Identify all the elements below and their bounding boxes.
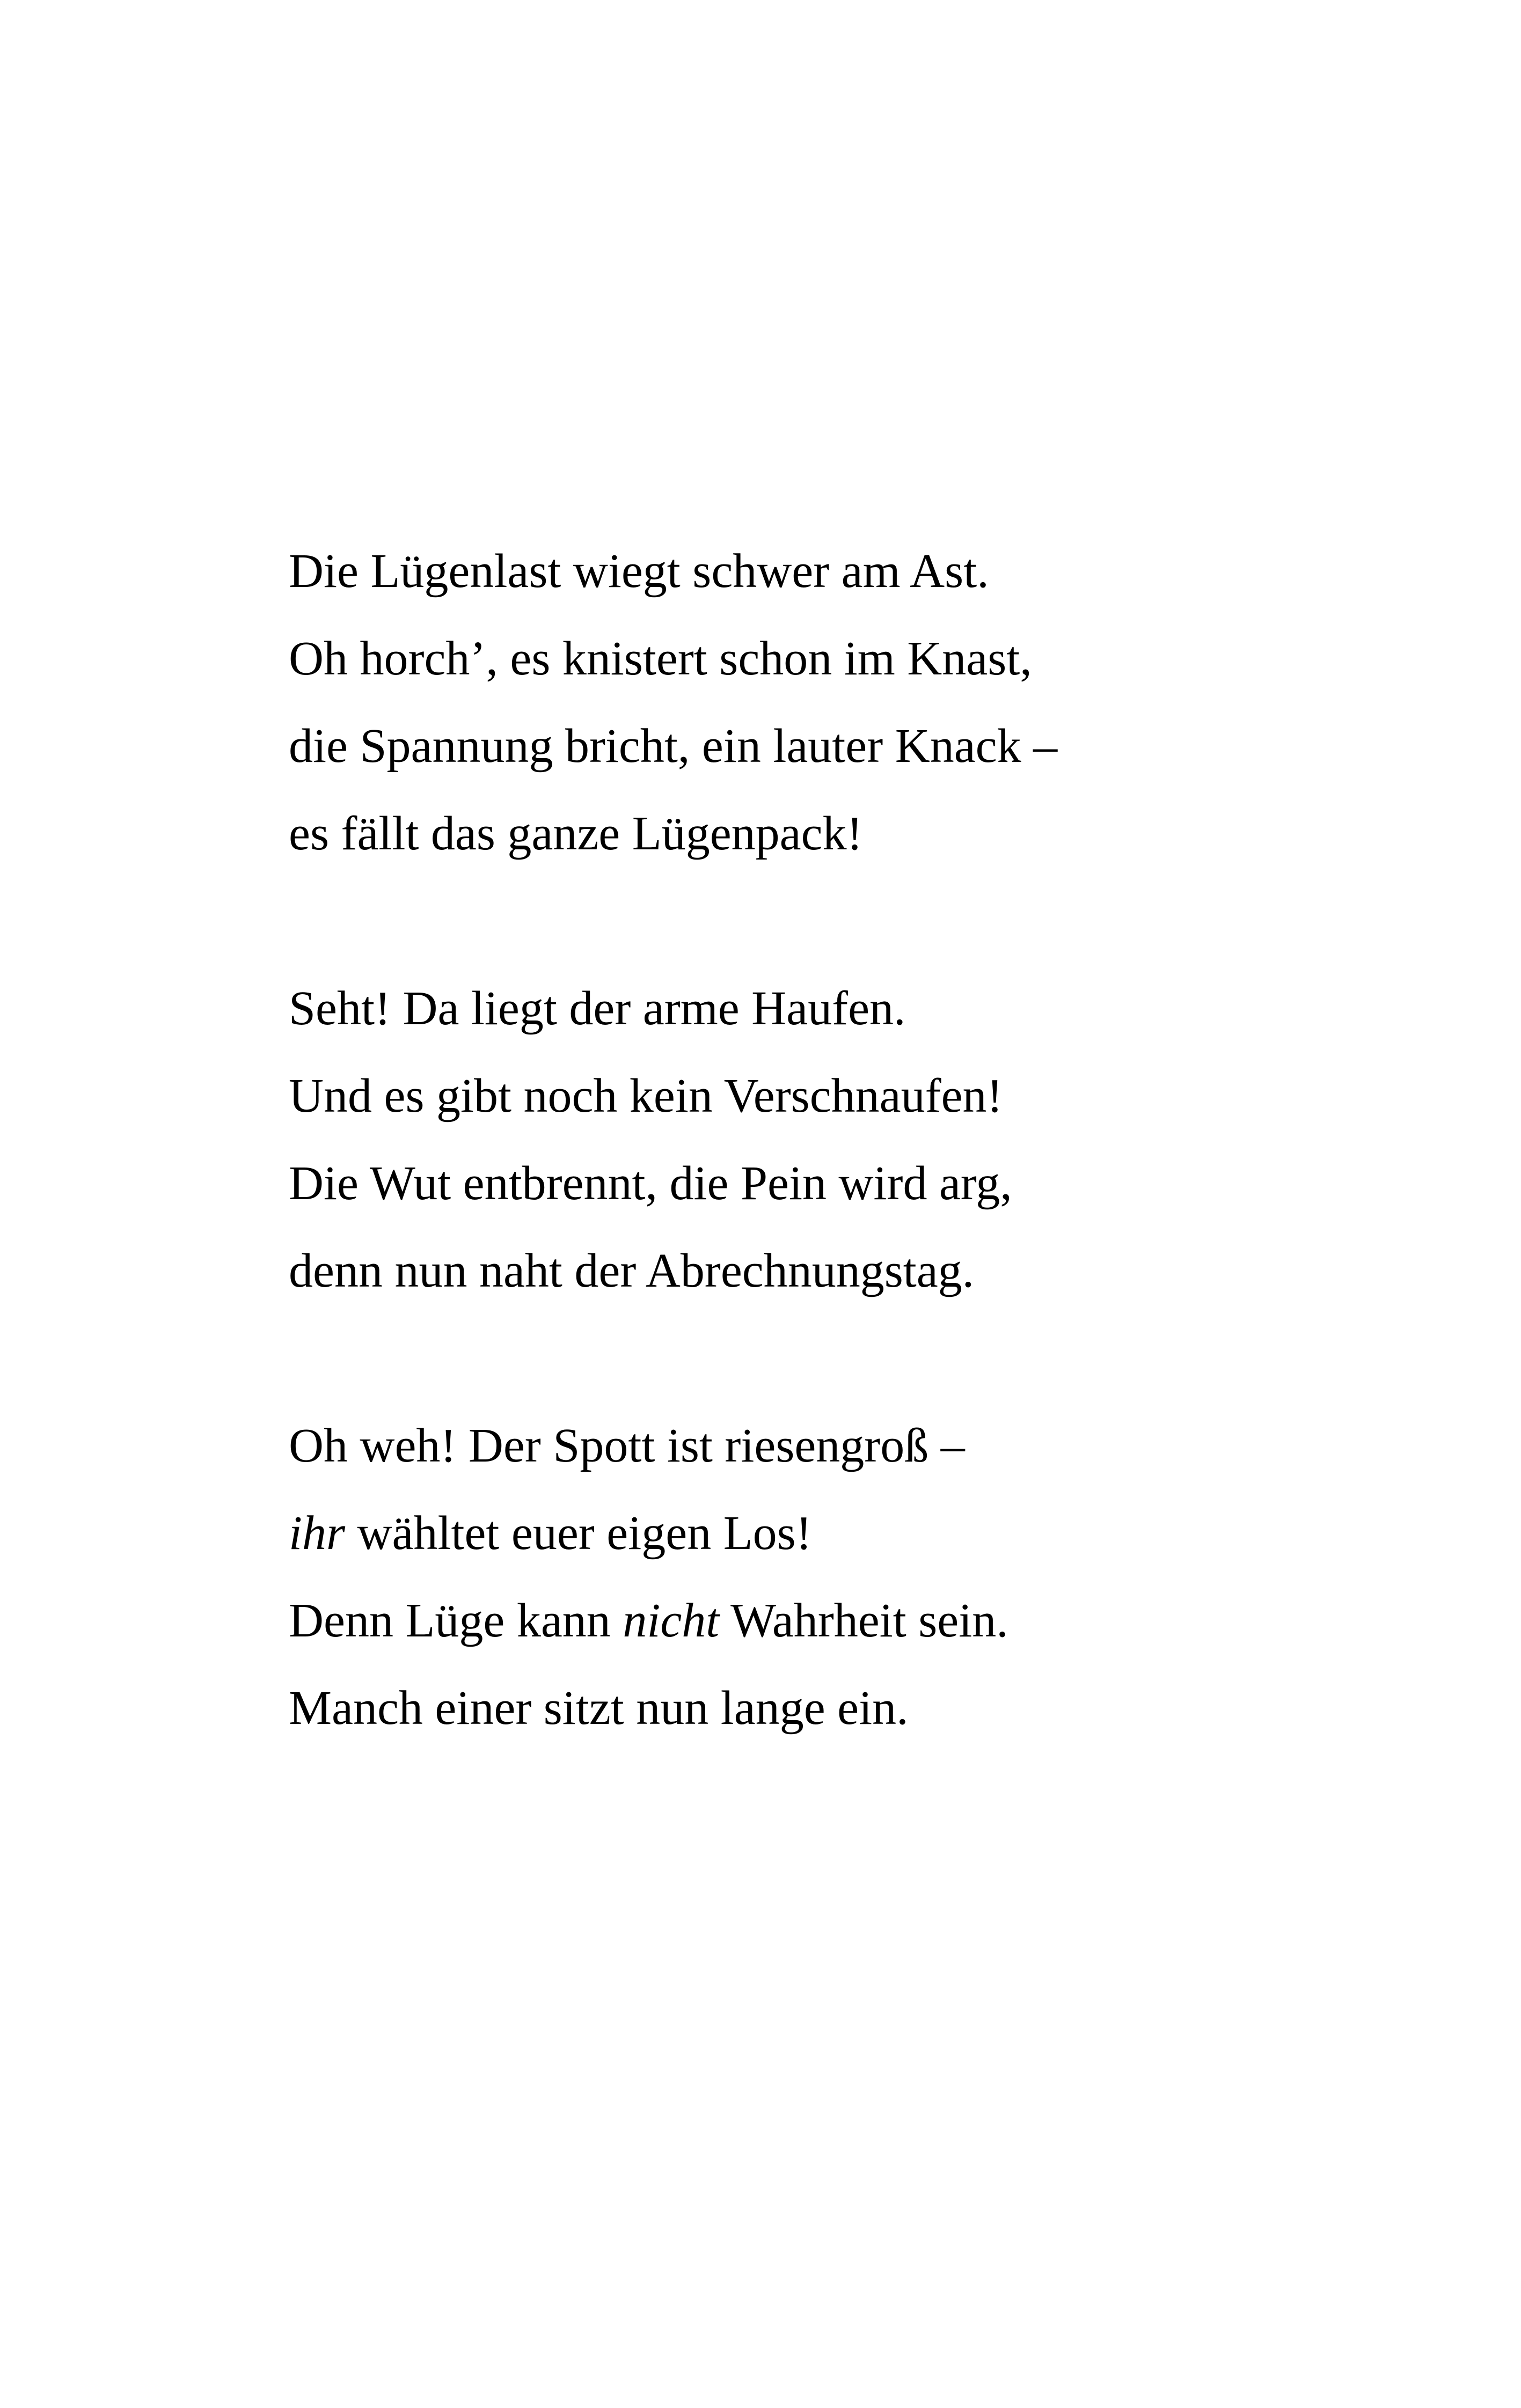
poem-line: Seht! Da liegt der arme Haufen. <box>289 982 906 1035</box>
poem <box>289 539 1057 1764</box>
stanza-2 <box>289 977 1057 1326</box>
stanza-3 <box>289 1414 1057 1764</box>
poem-line: es fällt das ganze Lügenpack! <box>289 807 863 860</box>
poem-line: Die Wut entbrennt, die Pein wird arg, <box>289 1157 1012 1210</box>
poem-line: Oh horch’, es knistert schon im Knast, <box>289 632 1032 685</box>
poem-line: Oh weh! Der Spott ist riesengroß – <box>289 1419 965 1472</box>
emphasis-ihr: ihr <box>289 1507 346 1560</box>
line-rest: wähltet euer eigen Los! <box>345 1507 812 1560</box>
line-after: Wahrheit sein. <box>719 1594 1008 1647</box>
poem-line: Die Lügenlast wiegt schwer am Ast. <box>289 545 989 598</box>
poem-line: denn nun naht der Abrechnungstag. <box>289 1244 975 1297</box>
poem-line <box>289 1589 1057 1676</box>
poem-line: Und es gibt noch kein Verschnaufen! <box>289 1069 1003 1122</box>
stanza-1 <box>289 539 1057 889</box>
poem-line: die Spannung bricht, ein lauter Knack – <box>289 720 1058 773</box>
poem-line <box>289 1501 1057 1589</box>
poem-line: Manch einer sitzt nun lange ein. <box>289 1682 909 1735</box>
line-before: Denn Lüge kann <box>289 1594 623 1647</box>
emphasis-nicht: nicht <box>623 1594 720 1647</box>
